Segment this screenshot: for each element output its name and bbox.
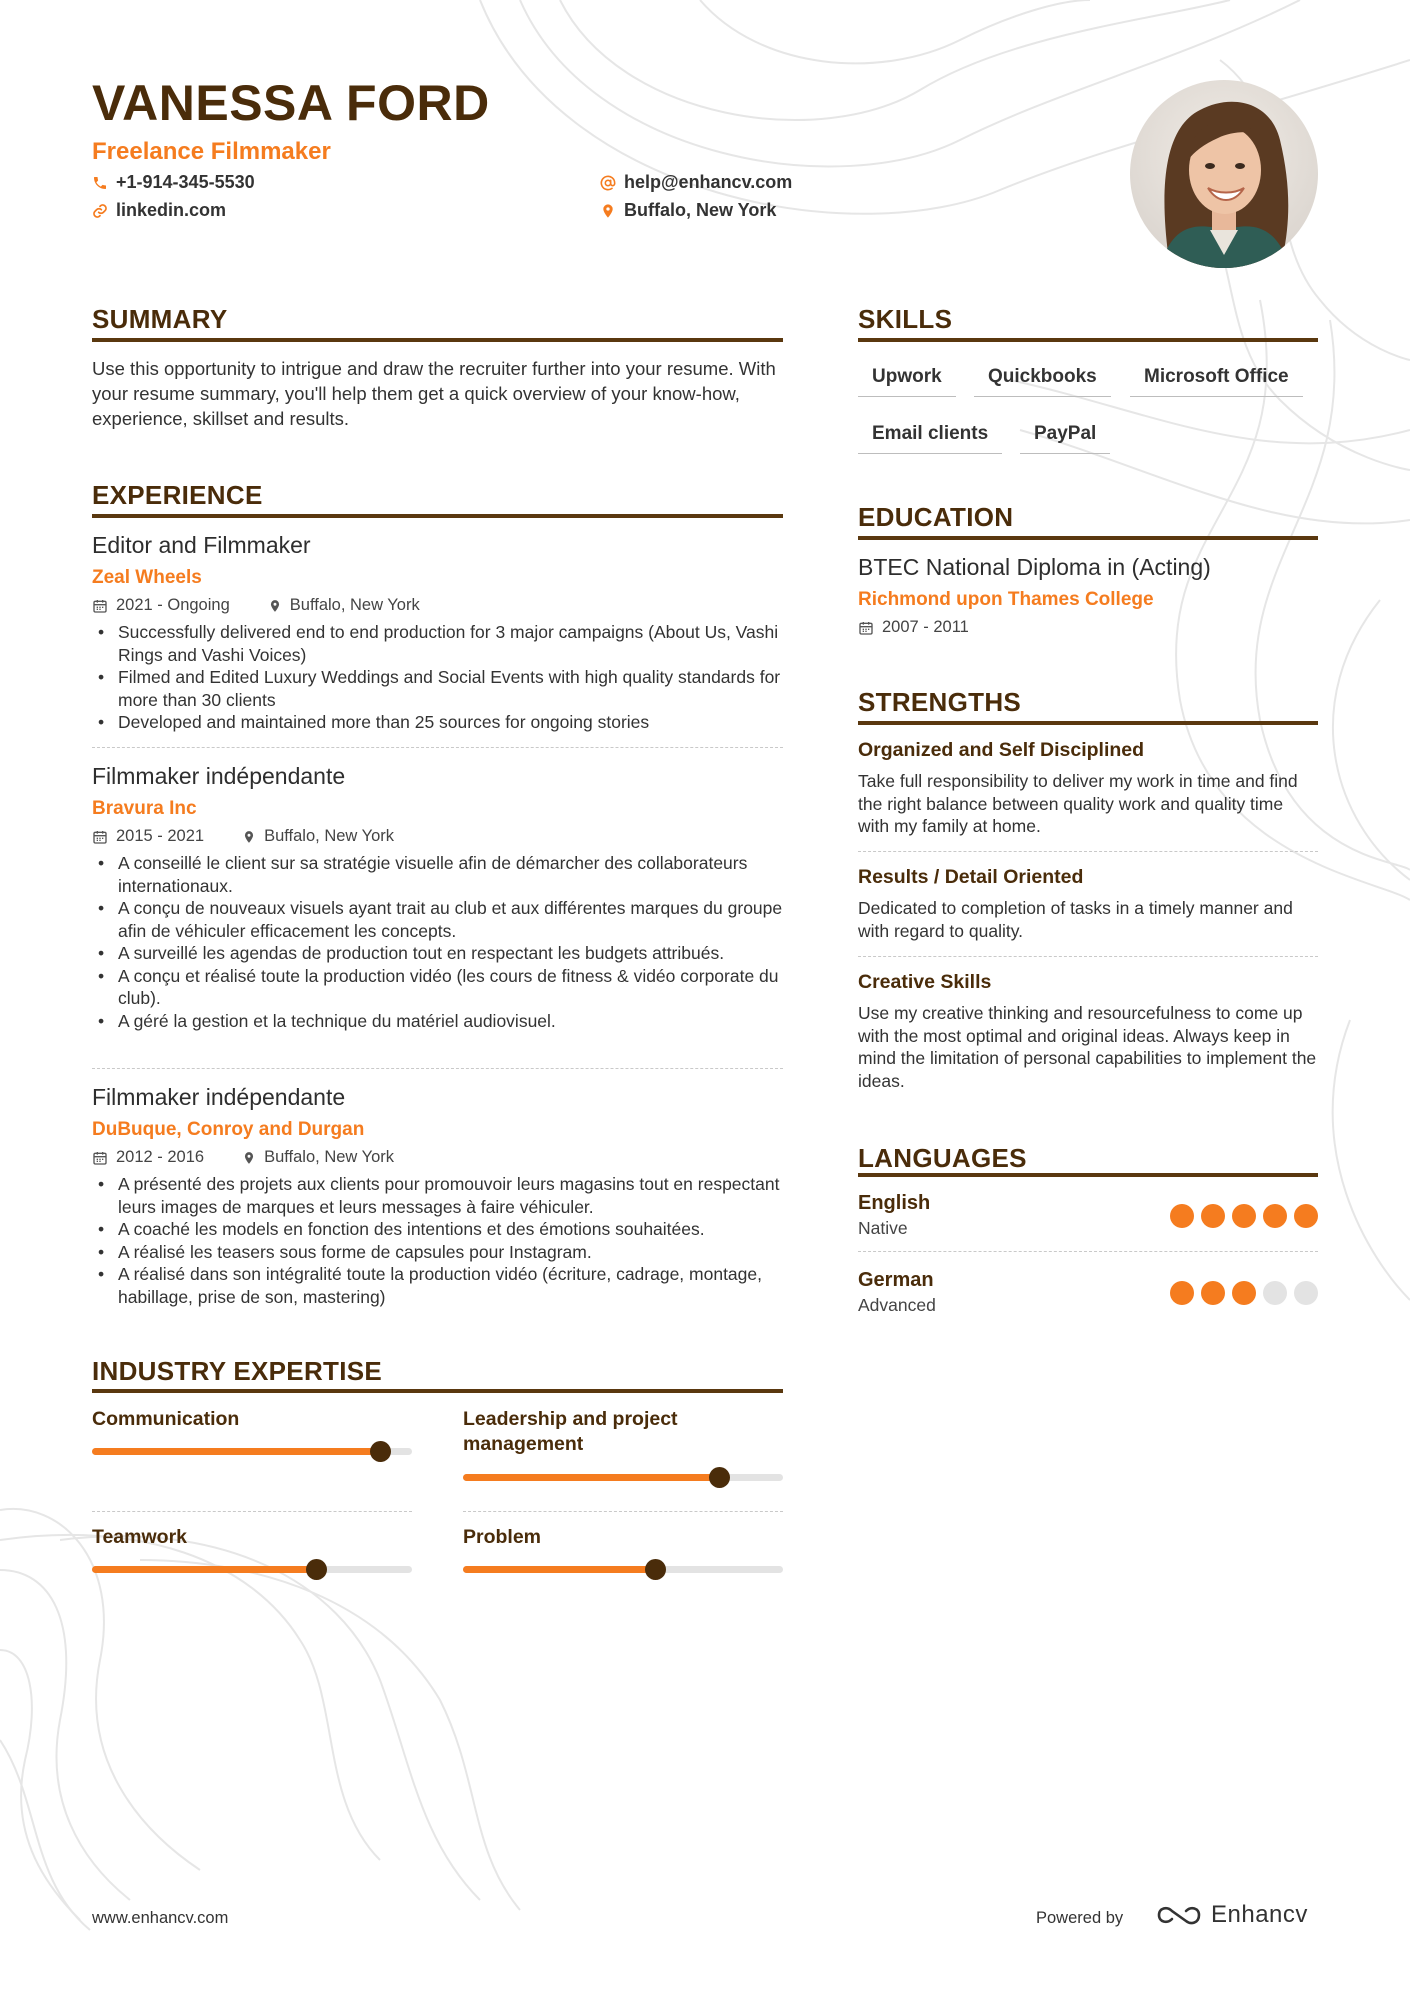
brand-logo[interactable] xyxy=(1155,1901,1308,1929)
languages-heading: LANGUAGES xyxy=(858,1143,1027,1173)
language-name: English xyxy=(858,1192,931,1214)
location-contact xyxy=(600,200,776,221)
at-icon xyxy=(600,175,616,191)
expertise-label: Communication xyxy=(92,1408,240,1430)
expertise-bar-fill xyxy=(92,1566,316,1573)
footer-url[interactable]: www.enhancv.com xyxy=(92,1909,229,1927)
list-item: • Developed and maintained more than 25 sources for ongoing stories xyxy=(92,711,792,734)
skills-rule xyxy=(858,338,1318,342)
location-text: Buffalo, New York xyxy=(624,200,777,220)
strength-desc: Take full responsibility to deliver my work in time and find the right balance between quality work and quality time with my family at home. xyxy=(858,771,1298,836)
expertise-bar-fill xyxy=(463,1474,719,1481)
experience-heading: EXPERIENCE xyxy=(92,480,263,510)
experience-rule xyxy=(92,514,783,518)
calendar-icon xyxy=(92,1150,108,1166)
divider xyxy=(858,851,1318,852)
profile-photo xyxy=(1130,80,1318,268)
rating-dot-filled xyxy=(1232,1281,1256,1305)
skill-tag: Email clients xyxy=(858,423,1002,454)
strength-title: Creative Skills xyxy=(858,971,992,993)
list-item: • A géré la gestion et la technique du matériel audiovisuel. xyxy=(92,1010,792,1033)
divider xyxy=(92,1068,783,1069)
rating-dot-filled xyxy=(1170,1281,1194,1305)
rating-dot-empty xyxy=(1294,1281,1318,1305)
divider xyxy=(463,1511,783,1512)
summary-text: Use this opportunity to intrigue and draw the recruiter further into your resume. With your resume summary, you'll help them get a quick overview of your know-how, experience, skillset and results. xyxy=(92,358,776,429)
list-item: • A conçu de nouveaux visuels ayant trait au club et aux différentes marques du groupe afin de véhiculer efficacement les concepts. xyxy=(92,897,792,942)
phone-icon xyxy=(92,175,108,191)
summary-heading: SUMMARY xyxy=(92,304,228,334)
job-title: Editor and Filmmaker xyxy=(92,532,311,558)
email-contact[interactable] xyxy=(600,172,792,193)
brand-name: Enhancv xyxy=(1211,1901,1308,1928)
calendar-icon xyxy=(858,620,874,636)
calendar-icon xyxy=(92,598,108,614)
education-dates: 2007 - 2011 xyxy=(882,618,969,636)
expertise-bar xyxy=(463,1474,783,1481)
skill-tag: Quickbooks xyxy=(974,366,1111,397)
list-item: • Successfully delivered end to end production for 3 major campaigns (About Us, Vashi Rings and Vashi Voices) xyxy=(92,621,792,666)
linkedin-contact[interactable] xyxy=(92,200,226,221)
job-meta xyxy=(92,827,394,846)
language-level: Native xyxy=(858,1218,908,1238)
linkedin-text: linkedin.com xyxy=(116,200,227,220)
location-pin-icon xyxy=(268,598,282,614)
rating-dot-filled xyxy=(1294,1204,1318,1228)
strengths-rule xyxy=(858,721,1318,725)
expertise-rule xyxy=(92,1389,783,1393)
list-item: • A réalisé les teasers sous forme de capsules pour Instagram. xyxy=(92,1241,792,1264)
list-item: • A conçu et réalisé toute la production vidéo (les cours de fitness & vidéo corporate du club). xyxy=(92,965,792,1010)
list-item: • A présenté des projets aux clients pour promouvoir leurs magasins tout en respectant leurs images de marques et leurs messages à faire véhiculer. xyxy=(92,1173,792,1218)
rating-dot-filled xyxy=(1263,1204,1287,1228)
strength-title: Organized and Self Disciplined xyxy=(858,739,1145,761)
education-rule xyxy=(858,536,1318,540)
strength-desc: Use my creative thinking and resourcefulness to come up with the most optimal and original ideas. Always keep in mind the limitation of personal capabilities to implement the ideas. xyxy=(858,1003,1317,1091)
strength-title: Results / Detail Oriented xyxy=(858,866,1084,888)
summary-rule xyxy=(92,338,783,342)
language-level: Advanced xyxy=(858,1295,936,1315)
rating-dot-filled xyxy=(1201,1281,1225,1305)
phone-text: +1-914-345-5530 xyxy=(116,172,255,192)
phone-contact[interactable] xyxy=(92,172,255,193)
location-pin-icon xyxy=(242,829,256,845)
candidate-name: VANESSA FORD xyxy=(92,75,490,131)
language-name: German xyxy=(858,1269,934,1291)
divider xyxy=(858,956,1318,957)
rating-dot-filled xyxy=(1232,1204,1256,1228)
company-name: Zeal Wheels xyxy=(92,567,202,588)
education-degree: BTEC National Diploma in (Acting) xyxy=(858,554,1211,580)
location-pin-icon xyxy=(600,203,616,219)
email-text: help@enhancv.com xyxy=(624,172,793,192)
languages-rule xyxy=(858,1173,1318,1177)
rating-dot-filled xyxy=(1170,1204,1194,1228)
job-meta xyxy=(92,596,420,615)
job-dates: 2015 - 2021 xyxy=(116,827,205,845)
job-title: Filmmaker indépendante xyxy=(92,1084,346,1110)
company-name: DuBuque, Conroy and Durgan xyxy=(92,1119,365,1140)
link-icon xyxy=(92,203,108,219)
divider xyxy=(858,1251,1318,1252)
skill-tag: Microsoft Office xyxy=(1130,366,1303,397)
expertise-bar-knob xyxy=(645,1559,666,1580)
job-bullets xyxy=(92,621,792,734)
job-location: Buffalo, New York xyxy=(264,1148,395,1166)
divider xyxy=(92,747,783,748)
candidate-role: Freelance Filmmaker xyxy=(92,138,331,165)
expertise-bar xyxy=(92,1448,412,1455)
list-item: • A réalisé dans son intégralité toute la production vidéo (écriture, cadrage, montage, habillage, prise de son, mastering) xyxy=(92,1263,792,1308)
expertise-bar-knob xyxy=(370,1441,391,1462)
language-rating xyxy=(1170,1281,1318,1305)
calendar-icon xyxy=(92,829,108,845)
education-heading: EDUCATION xyxy=(858,502,1014,532)
divider xyxy=(92,1511,412,1512)
expertise-label: Teamwork xyxy=(92,1526,188,1548)
expertise-label: Leadership and project management xyxy=(463,1408,678,1455)
expertise-label: Problem xyxy=(463,1526,542,1548)
expertise-bar-knob xyxy=(306,1559,327,1580)
company-name: Bravura Inc xyxy=(92,798,197,819)
language-rating xyxy=(1170,1204,1318,1228)
job-title: Filmmaker indépendante xyxy=(92,763,346,789)
list-item: • A surveillé les agendas de production tout en respectant les budgets attribués. xyxy=(92,942,792,965)
education-meta xyxy=(858,618,969,637)
expertise-bar xyxy=(92,1566,412,1573)
strength-desc: Dedicated to completion of tasks in a timely manner and with regard to quality. xyxy=(858,898,1293,941)
skill-tag: PayPal xyxy=(1020,423,1110,454)
expertise-heading: INDUSTRY EXPERTISE xyxy=(92,1356,383,1386)
enhancv-logo-icon xyxy=(1155,1902,1203,1928)
job-bullets xyxy=(92,1173,792,1308)
education-school: Richmond upon Thames College xyxy=(858,589,1154,610)
expertise-bar-knob xyxy=(709,1467,730,1488)
expertise-bar xyxy=(463,1566,783,1573)
expertise-bar-fill xyxy=(92,1448,380,1455)
job-dates: 2012 - 2016 xyxy=(116,1148,205,1166)
list-item: • Filmed and Edited Luxury Weddings and Social Events with high quality standards for more than 30 clients xyxy=(92,666,792,711)
skills-heading: SKILLS xyxy=(858,304,953,334)
powered-by-label: Powered by xyxy=(1036,1909,1124,1927)
list-item: • A coaché les models en fonction des intentions et des émotions souhaitées. xyxy=(92,1218,792,1241)
job-meta xyxy=(92,1148,394,1167)
rating-dot-empty xyxy=(1263,1281,1287,1305)
list-item: • A conseillé le client sur sa stratégie visuelle afin de démarcher des collaborateurs internationaux. xyxy=(92,852,792,897)
expertise-bar-fill xyxy=(463,1566,655,1573)
job-location: Buffalo, New York xyxy=(289,596,420,614)
job-location: Buffalo, New York xyxy=(264,827,395,845)
job-dates: 2021 - Ongoing xyxy=(116,596,230,614)
rating-dot-filled xyxy=(1201,1204,1225,1228)
location-pin-icon xyxy=(242,1150,256,1166)
skill-tag: Upwork xyxy=(858,366,956,397)
strengths-heading: STRENGTHS xyxy=(858,687,1022,717)
job-bullets xyxy=(92,852,792,1032)
